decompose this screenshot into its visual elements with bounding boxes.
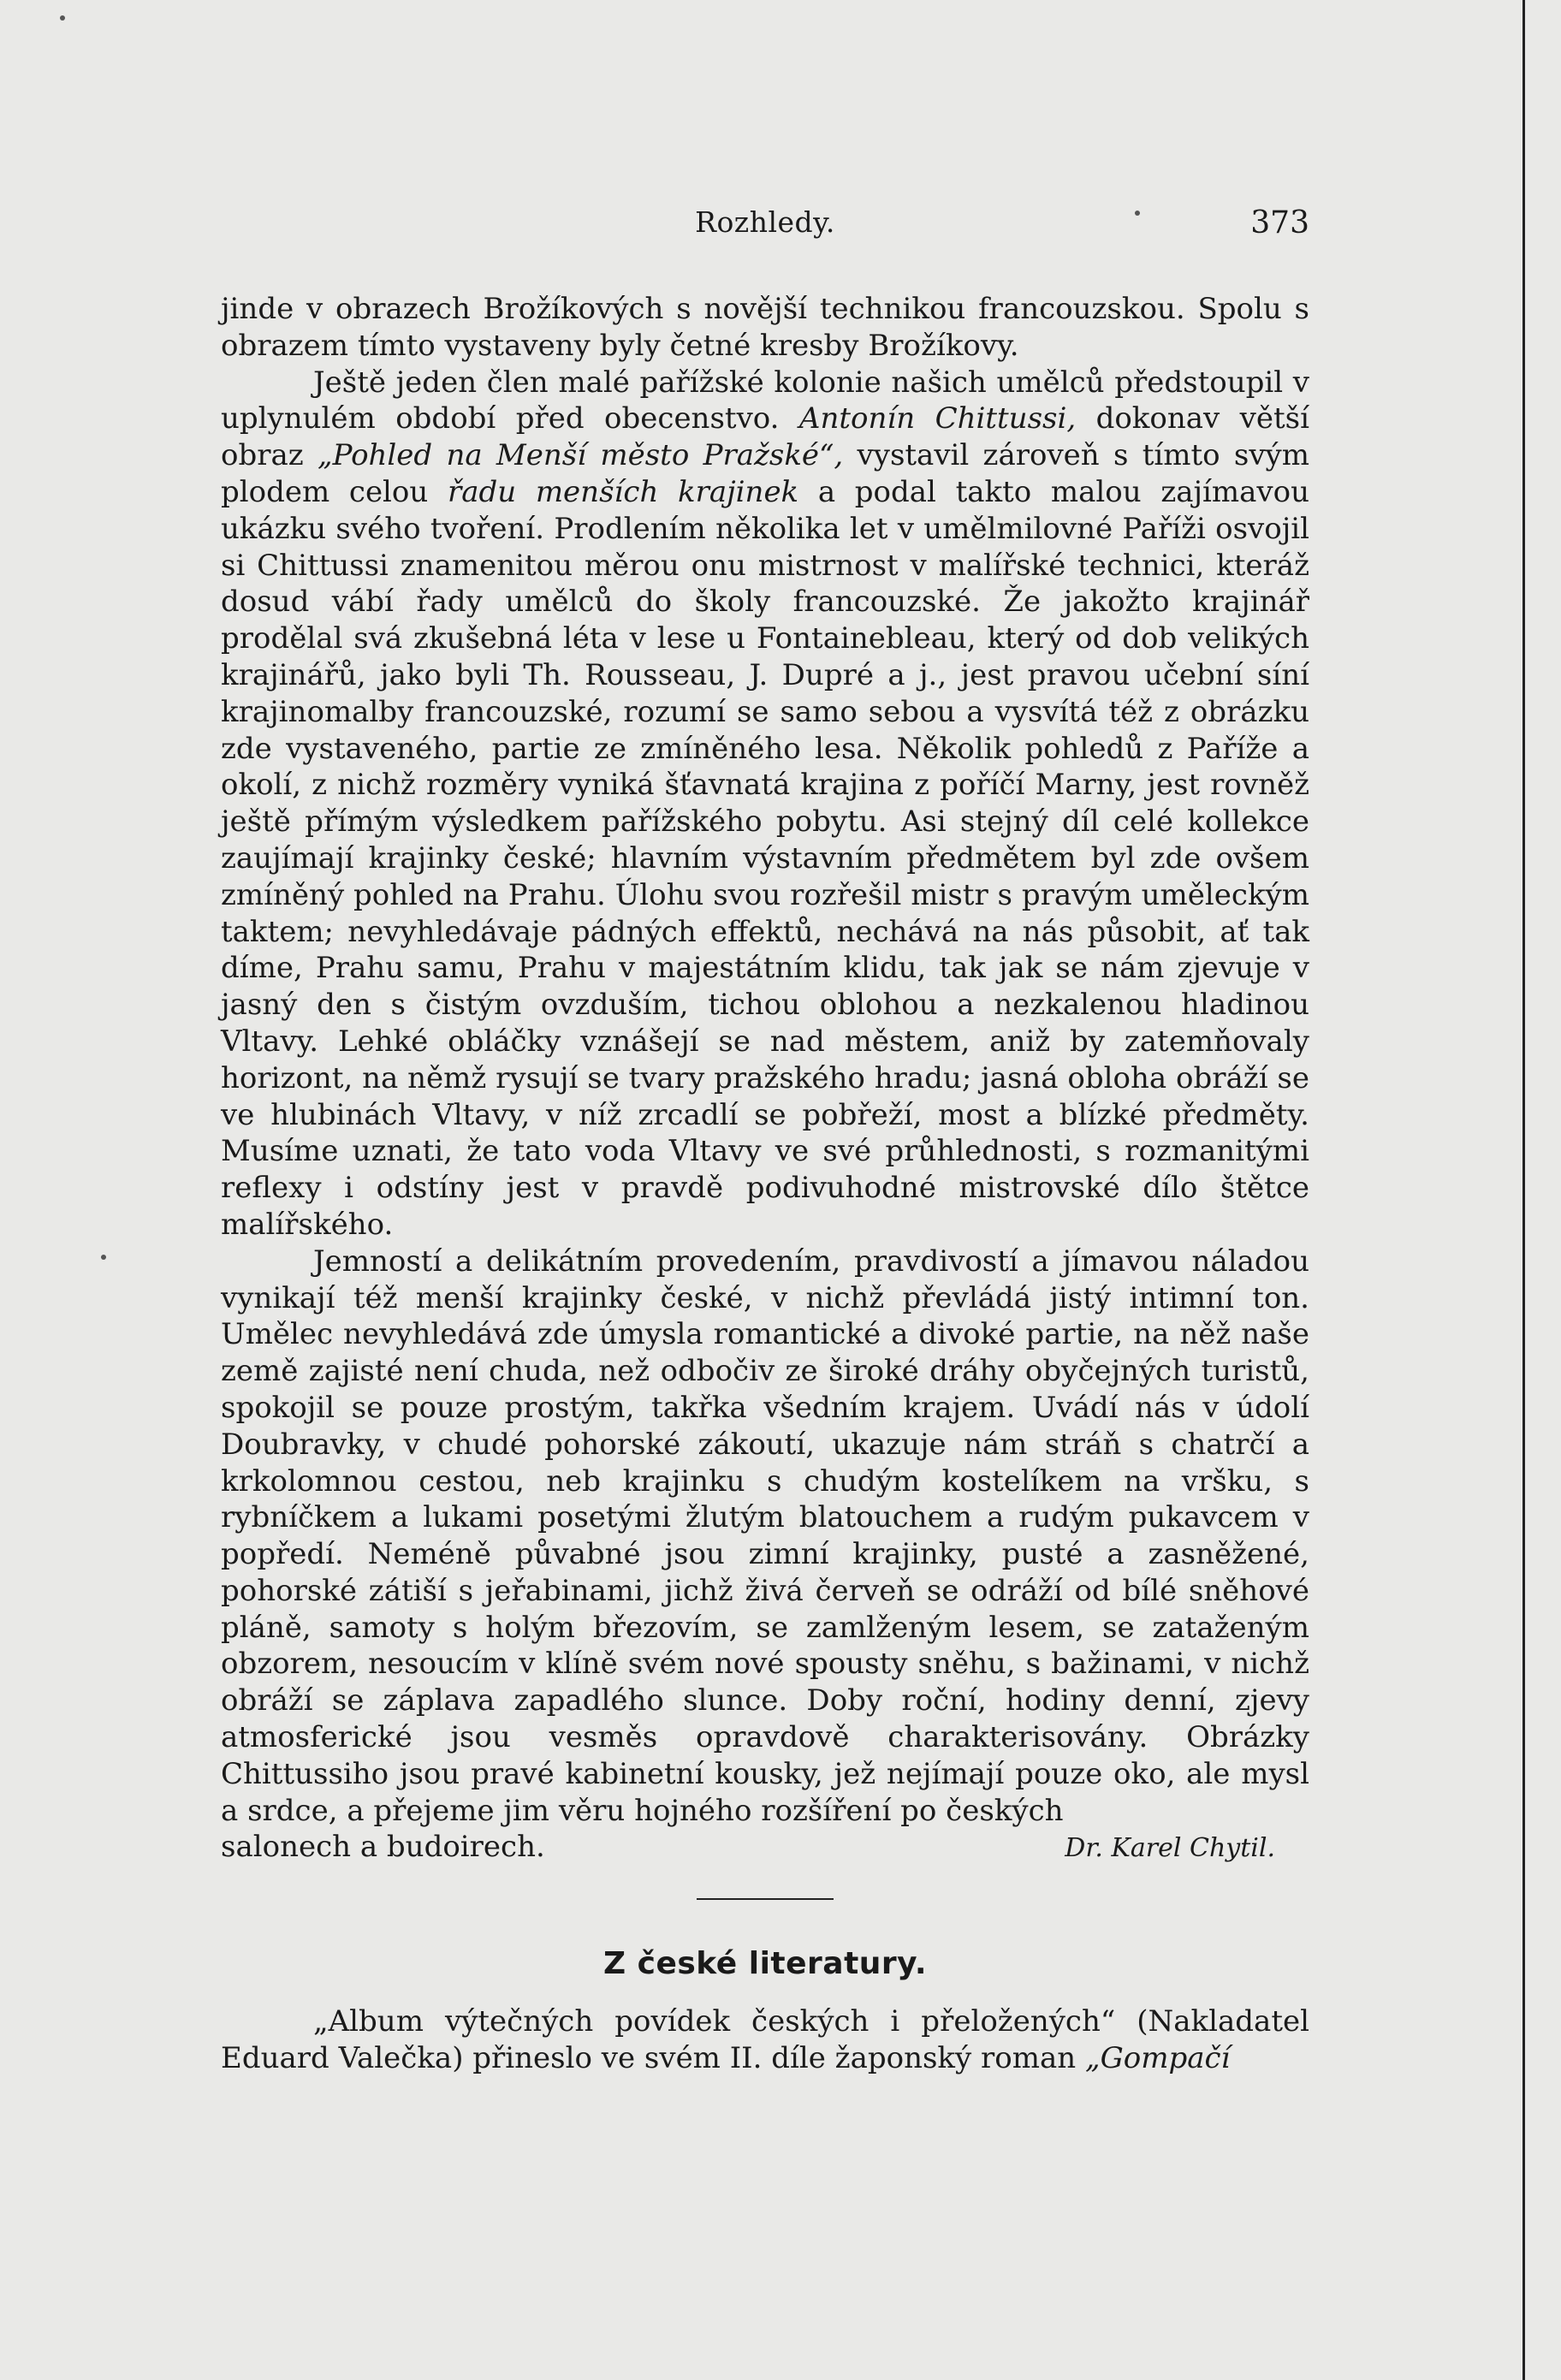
page-number: 373 bbox=[1250, 205, 1309, 240]
author-signature: Dr. Karel Chytil. bbox=[1065, 1833, 1275, 1864]
paragraph-3-last-line: salonech a budoirech. bbox=[221, 1830, 545, 1865]
paragraph-2-text-c: vystavil zároveň s tímto svým plodem celou bbox=[221, 438, 1309, 509]
print-speck bbox=[101, 1255, 106, 1260]
running-head: Rozhledy. bbox=[695, 205, 835, 239]
page-header bbox=[221, 205, 1309, 257]
page-edge-line bbox=[1522, 0, 1525, 2380]
paragraph-2 bbox=[221, 365, 1309, 1243]
novel-title: „Gompačí bbox=[1084, 2041, 1231, 2076]
section-paragraph-1-text: „Album výtečných povídek českých i přeložených“ (Nakladatel Eduard Valečka) přineslo ve svém II. díle žaponský roman bbox=[221, 2004, 1309, 2076]
section-divider bbox=[697, 1898, 834, 1900]
series-title: řadu menších krajinek bbox=[447, 474, 799, 509]
text-block bbox=[221, 205, 1310, 2077]
paragraph-1: jinde v obrazech Brožíkových s novější technikou francouzskou. Spolu s obrazem tímto vystaveny byly četné kresby Brožíkovy. bbox=[221, 292, 1309, 363]
paragraph-3: Jemností a delikátním provedením, pravdivostí a jímavou náladou vynikají též menší krajinky české, v nichž převládá jistý intimní ton. Umělec nevyhledává zde úmysla romantické a divoké partie, na něž naše země zajisté není chuda, než odbočiv ze široké dráhy obyčejných turistů, spokojil se pouze prostým, takřka všedním krajem. Uvádí nás v údolí Doubravky, v chudé pohorské zákoutí, ukazuje nám stráň s chatrčí a krkolomnou cestou, neb krajinku s chudým kostelíkem na vršku, s rybníčkem a lukami posetými žlutým blatouchem a rudým pukavcem v popředí. Neméně půvabné jsou zimní krajinky, pusté a zasněžené, pohorské zátiší s jeřabinami, jichž živá červeň se odráží od bílé sněhové pláně, samoty s holým březovím, se zamlženým lesem, se zataženým obzorem, nesoucím v klíně svém nové spousty sněhu, s bažinami, v nichž obráží se záplava zapadlého slunce. Doby roční, hodiny denní, zjevy atmosferické jsou vesměs opravdově charakterisovány. Obrázky Chittussiho jsou pravé kabinetní kousky, jež nejímají pouze oko, ale mysl a srdce, a přejeme jim věru hojného rozšíření po českých bbox=[221, 1243, 1309, 1828]
closing-line bbox=[221, 1829, 1309, 1867]
paragraph-2-text-b: dokonav větší obraz bbox=[221, 401, 1309, 473]
artist-name: Antonín Chittussi, bbox=[798, 401, 1077, 436]
print-speck bbox=[60, 15, 65, 21]
paragraph-2-text-a: Ještě jeden člen malé pařížské kolonie našich umělců předstoupil v uplynulém období před obecenstvo. bbox=[221, 365, 1309, 436]
paragraph-2-text-d: a podal takto malou zajímavou ukázku svého tvoření. Prodlením několika let v umělmilovné Paříži osvojil si Chittussi znamenitou měrou onu mistrnost v malířské technici, kteráž dosud vábí řady umělců do školy francouzské. Že jakožto krajinář prodělal svá zkušebná léta v lese u Fontainebleau, který od dob velikých krajinářů, jako byli Th. Rousseau, J. Dupré a j., jest pravou učební síní krajinomalby francouzské, rozumí se samo sebou a vysvítá též z obrázku zde vystaveného, partie ze zmíněného lesa. Několik pohledů z Paříže a okolí, z nichž rozměry vyniká šťavnatá krajina z poříčí Marny, jest rovněž ještě přímým výsledkem pařížského pobytu. Asi stejný díl celé kollekce zaujímají krajinky české; hlavním výstavním předmětem byl zde ovšem zmíněný pohled na Prahu. Úlohu svou rozřešil mistr s pravým uměleckým taktem; nevyhledávaje pádných effektů, nechává na nás působit, ať tak díme, Prahu samu, Prahu v majestátním klidu, tak jak se nám zjevuje v jasný den s čistým ovzduším, tichou oblohou a nezkalenou hladinou Vltavy. Lehké obláčky vznášejí se nad městem, aniž by zatemňovaly horizont, na němž rysují se tvary pražského hradu; jasná obloha obráží se ve hlubinách Vltavy, v níž zrcadlí se pobřeží, most a blízké předměty. Musíme uznati, že tato voda Vltavy ve své průhlednosti, s rozmanitými reflexy i odstíny jest v pravdě podivuhodné mistrovské dílo štětce malířského. bbox=[221, 474, 1310, 1242]
section-title: Z české literatury. bbox=[602, 1946, 928, 1982]
section-paragraph-1 bbox=[221, 2003, 1309, 2077]
painting-title: „Pohled na Menší město Pražské“, bbox=[317, 438, 844, 473]
